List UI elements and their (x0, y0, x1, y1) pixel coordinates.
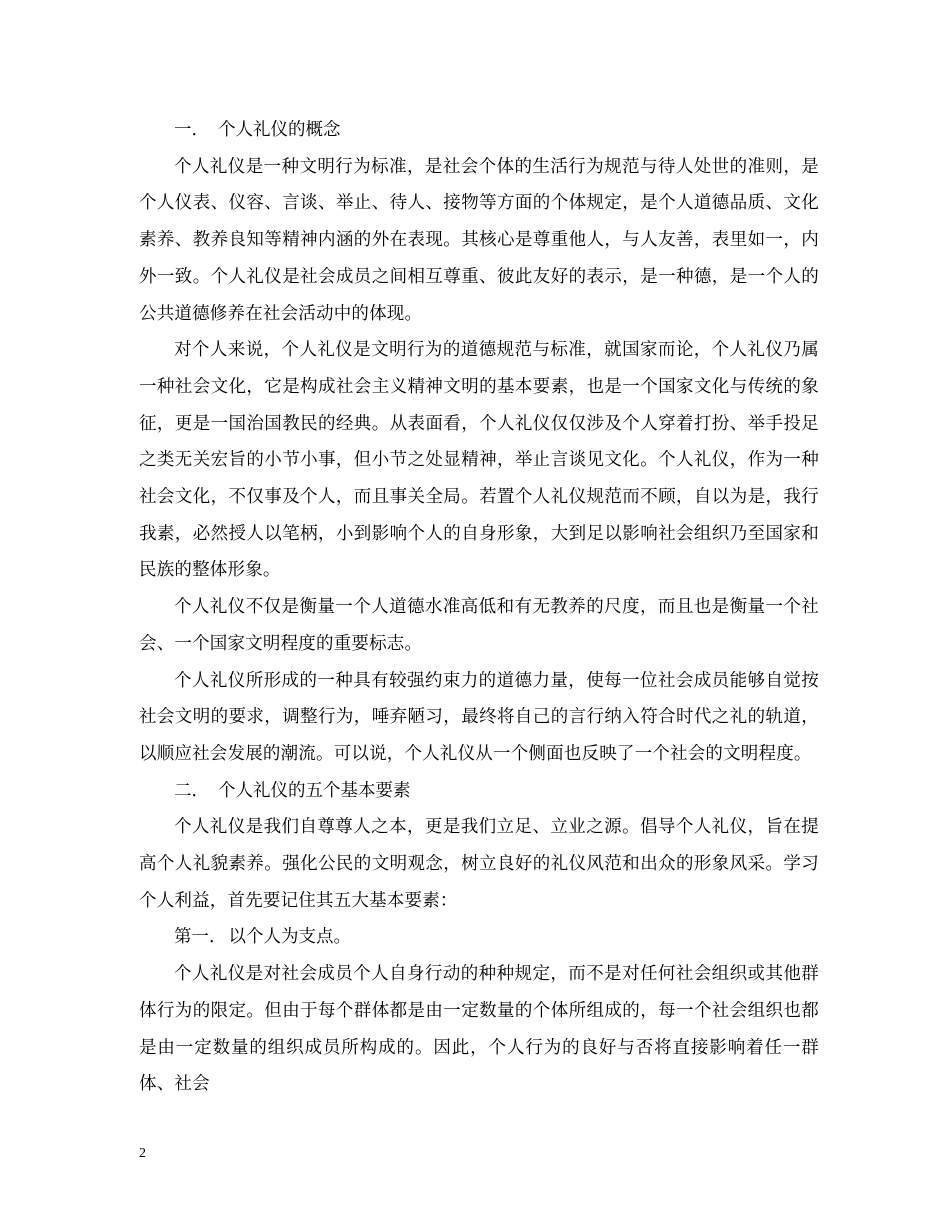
paragraph: 个人礼仪所形成的一种具有较强约束力的道德力量，使每一位社会成员能够自觉按社会文明的要求，调整行为，唾弃陋习，最终将自己的言行纳入符合时代之礼的轨道，以顺应社会发展的潮流。可以说，个人礼仪从一个侧面也反映了一个社会的文明程度。 (139, 670, 819, 764)
section-title: 个人礼仪的概念 (218, 120, 341, 140)
section-title: 个人礼仪的五个基本要素 (218, 780, 411, 801)
paragraph: 个人礼仪是我们自尊尊人之本，更是我们立足、立业之源。倡导个人礼仪，旨在提高个人礼貌素养。强化公民的文明观念，树立良好的礼仪风范和出众的形象风采。学习个人利益，首先要记住其五大基本要素： (139, 817, 819, 911)
paragraph: 个人礼仪是一种文明行为标准，是社会个体的生活行为规范与待人处世的准则，是个人仪表、仪容、言谈、举止、待人、接物等方面的个体规定，是个人道德品质、文化素养、教养良知等精神内涵的外在表现。其核心是尊重他人，与人友善，表里如一，内外一致。个人礼仪是社会成员之间相互尊重、彼此友好的表示，是一种德，是一个人的公共道德修养在社会活动中的体现。 (139, 156, 819, 324)
subsection-number: 第一． (174, 927, 227, 948)
section-heading-2 (139, 773, 819, 810)
paragraph: 个人礼仪不仅是衡量一个人道德水准高低和有无教养的尺度，而且也是衡量一个社会、一个国家文明程度的重要标志。 (139, 597, 819, 654)
section-heading-1 (139, 112, 819, 149)
paragraph: 对个人来说，个人礼仪是文明行为的道德规范与标准，就国家而论，个人礼仪乃属一种社会文化，它是构成社会主义精神文明的基本要素，也是一个国家文化与传统的象征，更是一国治国教民的经典。从表面看，个人礼仪仅仅涉及个人穿着打扮、举手投足之类无关宏旨的小节小事，但小节之处显精神，举止言谈见文化。个人礼仪，作为一种社会文化，不仅事及个人，而且事关全局。若置个人礼仪规范而不顾，自以为是，我行我素，必然授人以笔柄，小到影响个人的自身形象，大到足以影响社会组织乃至国家和民族的整体形象。 (139, 340, 819, 581)
page-number: 2 (139, 1146, 146, 1161)
subsection-title: 以个人为支点。 (228, 927, 351, 948)
subsection-heading-1 (139, 919, 819, 956)
section-number: 一． (174, 120, 209, 140)
document-body (139, 112, 819, 1103)
section-number: 二． (174, 780, 209, 801)
paragraph: 个人礼仪是对社会成员个人自身行动的种种规定，而不是对任何社会组织或其他群体行为的限定。但由于每个群体都是由一定数量的个体所组成的，每一个社会组织也都是由一定数量的组织成员所构成的。因此，个人行为的良好与否将直接影响着任一群体、社会 (139, 964, 819, 1095)
